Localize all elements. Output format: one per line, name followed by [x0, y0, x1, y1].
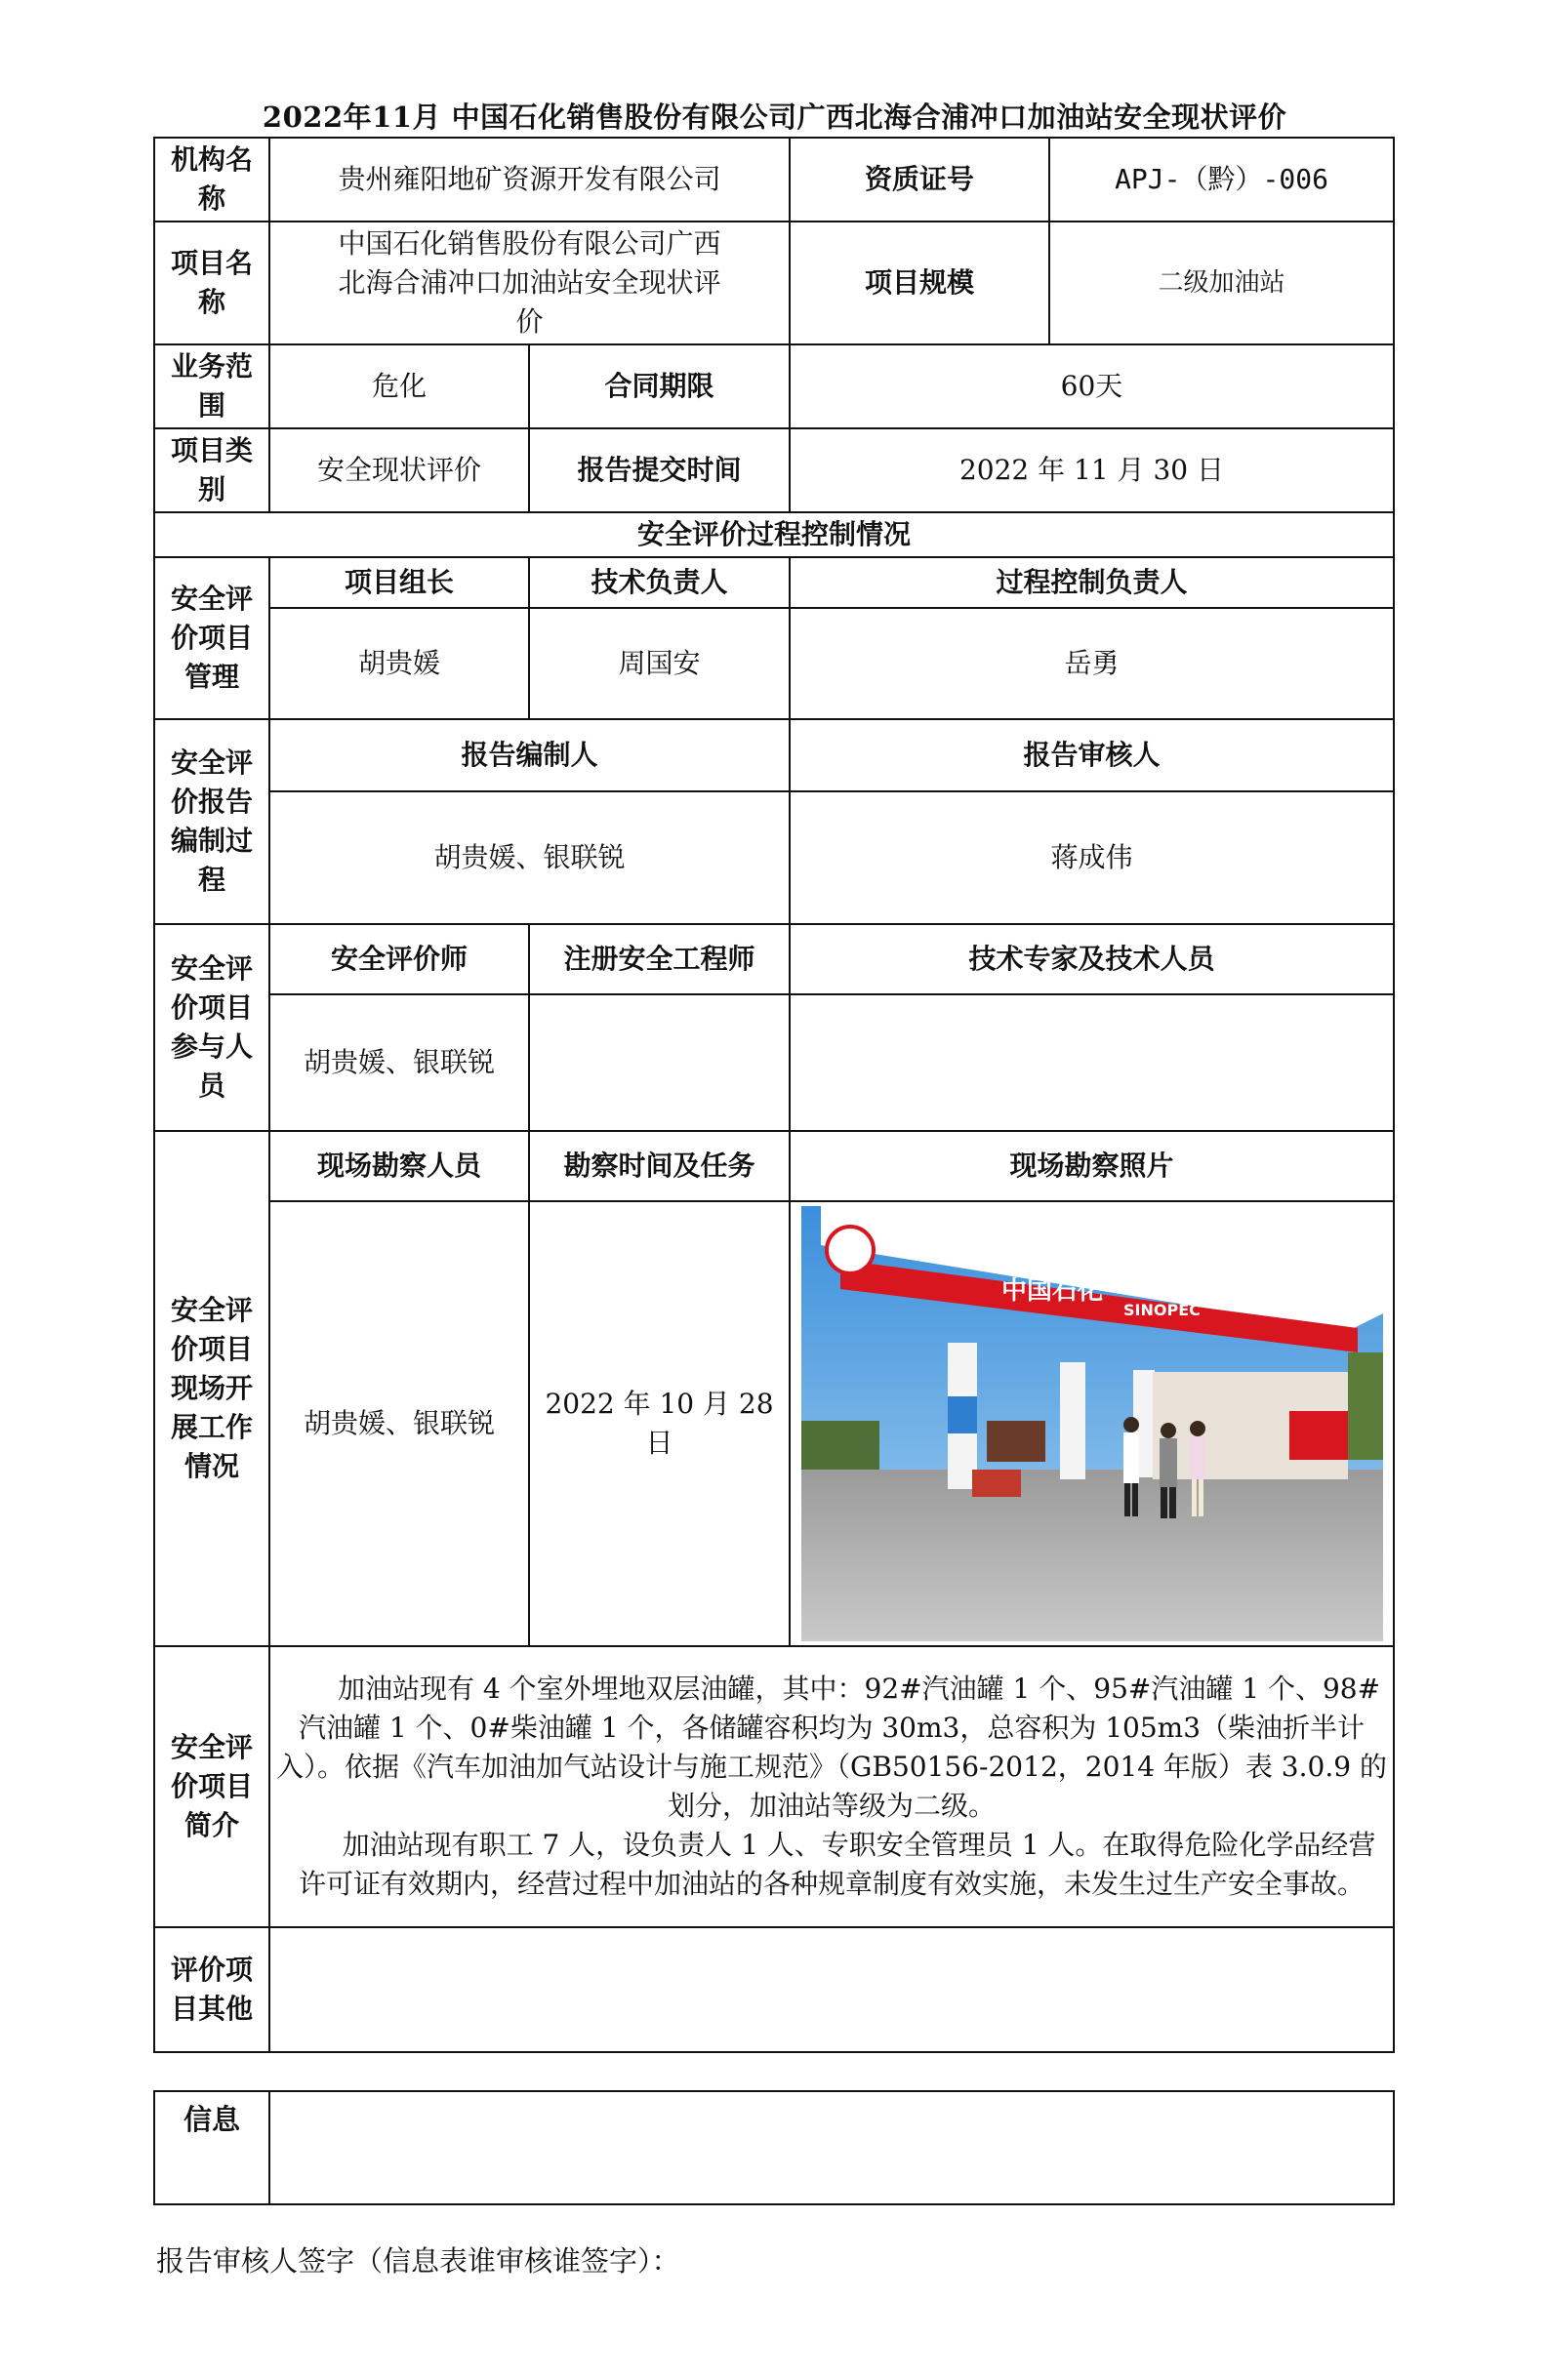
table-row [154, 557, 1394, 608]
table-row [154, 428, 1394, 512]
project-type-value: 安全现状评价 [269, 428, 529, 512]
table-row [154, 719, 1394, 791]
report-reviewer-value: 蒋成伟 [790, 791, 1394, 924]
table-row [154, 1927, 1394, 2052]
report-author-label: 报告编制人 [269, 719, 790, 791]
table-row [154, 791, 1394, 924]
project-name-text: 中国石化销售股份有限公司广西北海合浦冲口加油站安全现状评价 [338, 227, 721, 338]
safety-evaluator-label: 安全评价师 [269, 924, 529, 994]
report-process-label: 安全评价报告编制过程 [154, 719, 269, 924]
submit-time-label: 报告提交时间 [529, 428, 790, 512]
business-scope-value: 危化 [269, 344, 529, 428]
cert-label: 资质证号 [790, 138, 1049, 222]
report-author-value: 胡贵媛、银联锐 [269, 791, 790, 924]
business-scope-label: 业务范围 [154, 344, 269, 428]
report-reviewer-label: 报告审核人 [790, 719, 1394, 791]
survey-time-label: 勘察时间及任务 [529, 1131, 790, 1201]
registered-engineer-label: 注册安全工程师 [529, 924, 790, 994]
submit-time-value: 2022 年 11 月 30 日 [790, 428, 1394, 512]
site-surveyors-label: 现场勘察人员 [269, 1131, 529, 1201]
project-leader-label: 项目组长 [269, 557, 529, 608]
table-row [154, 994, 1394, 1131]
table-row [154, 344, 1394, 428]
cert-value: APJ-（黔）-006 [1049, 138, 1394, 222]
table-row [154, 924, 1394, 994]
intro-paragraph-1: 加油站现有 4 个室外埋地双层油罐，其中：92#汽油罐 1 个、95#汽油罐 1 个、98#汽油罐 1 个、0#柴油罐 1 个，各储罐容积均为 30m3，总容积为 105m3（柴油折半计入）。依据《汽车加油加气站设计与施工规范》（GB50156-2012，2014 年版）表 3.0.9 的划分，加油站等级为二级。 [276, 1673, 1387, 1822]
process-control-lead-value: 岳勇 [790, 608, 1394, 719]
table-row [154, 512, 1394, 557]
tech-lead-value: 周国安 [529, 608, 790, 719]
process-control-lead-label: 过程控制负责人 [790, 557, 1394, 608]
table-row [154, 608, 1394, 719]
table-row [154, 1646, 1394, 1927]
tech-experts-label: 技术专家及技术人员 [790, 924, 1394, 994]
survey-photo-label: 现场勘察照片 [790, 1131, 1394, 1201]
process-control-header: 安全评价过程控制情况 [154, 512, 1394, 557]
contract-period-value: 60天 [790, 344, 1394, 428]
info-label: 信息 [154, 2091, 269, 2204]
table-row [154, 222, 1394, 344]
org-value [269, 138, 790, 222]
table-row [154, 2091, 1394, 2204]
document-title: 2022年11月 中国石化销售股份有限公司广西北海合浦冲口加油站安全现状评价 [262, 101, 1287, 134]
org-label: 机构名称 [154, 138, 269, 222]
reviewer-signature-line: 报告审核人签字（信息表谁审核谁签字）： [156, 2244, 680, 2278]
project-leader-value: 胡贵媛 [269, 608, 529, 719]
other-label: 评价项目其他 [154, 1927, 269, 2052]
project-scale-value: 二级加油站 [1049, 222, 1394, 344]
contract-period-label: 合同期限 [529, 344, 790, 428]
photo-brand-text: SINOPEC [1122, 1301, 1201, 1319]
project-scale-label: 项目规模 [790, 222, 1049, 344]
table-row [154, 1131, 1394, 1201]
other-value [269, 1927, 1394, 2052]
project-intro-label: 安全评价项目简介 [154, 1646, 269, 1927]
photo-sign-text: 中国石化 [1000, 1276, 1103, 1306]
info-table [153, 2090, 1395, 2205]
project-intro-value [269, 1646, 1394, 1927]
safety-evaluator-value: 胡贵媛、银联锐 [269, 994, 529, 1131]
table-row [154, 138, 1394, 222]
project-name-label: 项目名称 [154, 222, 269, 344]
project-management-label: 安全评价项目管理 [154, 557, 269, 719]
evaluation-info-table [153, 137, 1395, 2053]
info-value [269, 2091, 1394, 2204]
survey-time-value: 2022 年 10 月 28 日 [529, 1201, 790, 1646]
org-value-text: 贵州雍阳地矿资源开发有限公司 [338, 163, 721, 195]
site-work-label: 安全评价项目现场开展工作情况 [154, 1131, 269, 1646]
site-surveyors-value: 胡贵媛、银联锐 [269, 1201, 529, 1646]
project-type-label: 项目类别 [154, 428, 269, 512]
intro-paragraph-2: 加油站现有职工 7 人，设负责人 1 人、专职安全管理员 1 人。在取得危险化学品经营许可证有效期内，经营过程中加油站的各种规章制度有效实施，未发生过生产安全事故。 [298, 1829, 1376, 1900]
survey-photo-cell [790, 1201, 1394, 1646]
participants-label: 安全评价项目参与人员 [154, 924, 269, 1131]
tech-lead-label: 技术负责人 [529, 557, 790, 608]
tech-experts-value [790, 994, 1394, 1131]
survey-photo [801, 1206, 1383, 1641]
project-name-value [269, 222, 790, 344]
table-row [154, 1201, 1394, 1646]
registered-engineer-value [529, 994, 790, 1131]
